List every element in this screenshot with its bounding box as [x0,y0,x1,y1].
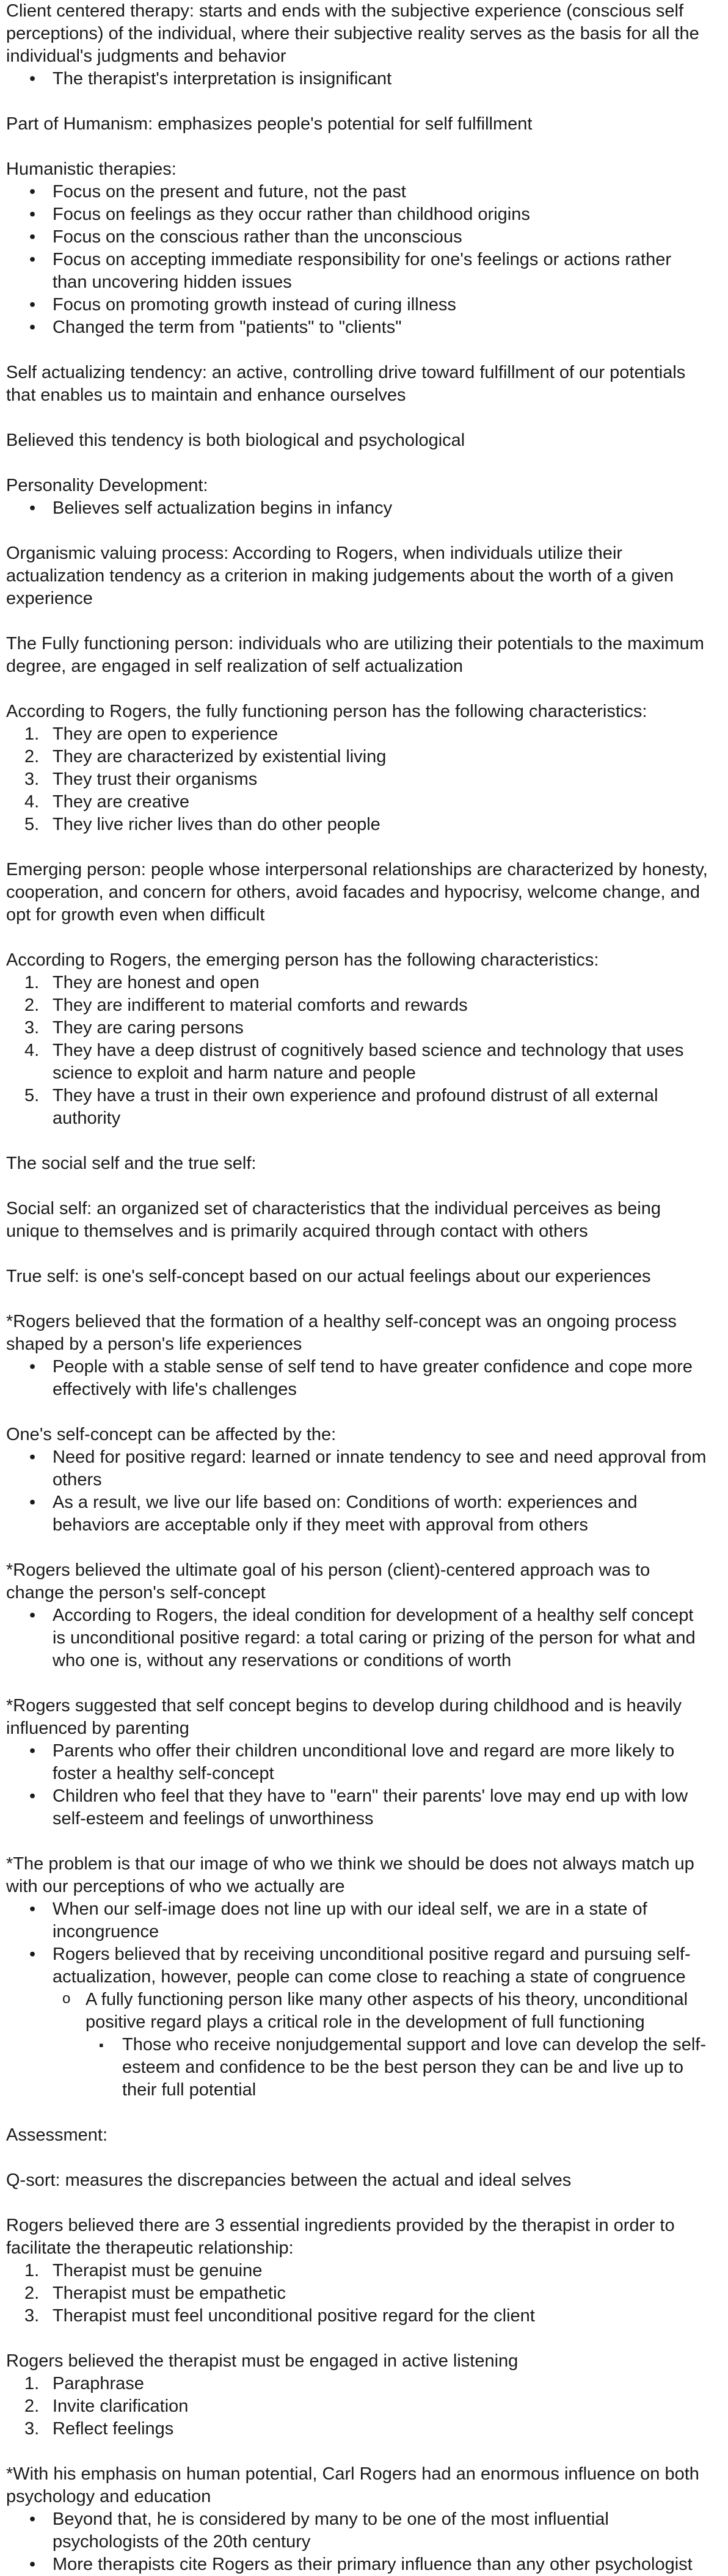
bullet-item: • Need for positive regard: learned or innate tendency to see and need approval from others [6,1446,708,1491]
paragraph-text: Client centered therapy: starts and ends with the subjective experience (conscious self perceptions) of the individual, where their subjective reality serves as the basis for all the individual's judgments and behavior [6,1,699,66]
paragraph-text: *Rogers believed the ultimate goal of his person (client)-centered approach was to change the person's self-concept [6,1560,650,1603]
numbered-item-text: Paraphrase [53,2374,144,2393]
paragraph [6,1853,708,2101]
paragraph [6,113,708,136]
paragraph [6,429,708,452]
paragraph-text: True self: is one's self-concept based on our actual feelings about our experiences [6,1267,651,1286]
numbered-item-text: They trust their organisms [53,770,258,789]
paragraph-text: Part of Humanism: emphasizes people's potential for self fulfillment [6,114,533,134]
paragraph [6,0,708,90]
paragraph-text: Q-sort: measures the discrepancies between the actual and ideal selves [6,2170,572,2190]
paragraph [6,158,708,339]
paragraph-text: Humanistic therapies: [6,159,177,179]
numbered-item-text: They are creative [53,792,190,812]
numbered-item [6,2305,708,2327]
numbered-item-text: They live richer lives than do other people [53,815,380,834]
bullet-item: • When our self-image does not line up with our ideal self, we are in a state of incongruence [6,1898,708,1943]
paragraph-text: *Rogers believed that the formation of a healthy self-concept was an ongoing process shaped by a person's life experiences [6,1312,677,1354]
numbered-item-text: They are caring persons [53,1018,244,1038]
numbered-item [6,813,708,836]
paragraph-text: *With his emphasis on human potential, Carl Rogers had an enormous influence on both psychology and education [6,2464,699,2506]
bullet-item: • Focus on promoting growth instead of curing illness [6,294,708,316]
numbered-item-text: They have a deep distrust of cognitively based science and technology that uses science to exploit and harm nature and people [53,1041,684,1083]
numbered-item [6,1039,708,1085]
paragraph [6,2463,708,2576]
bullet-list [6,1604,708,1672]
bullet-list [6,1740,708,1830]
paragraph-text: Rogers believed the therapist must be engaged in active listening [6,2351,519,2371]
paragraph [6,2350,708,2440]
sub-bullet-item: o A fully functioning person like many other aspects of his theory, unconditional positive regard plays a critical role in the development of full functioning [6,1988,708,2034]
numbered-item [6,972,708,994]
bullet-item: • Focus on the present and future, not the past [6,181,708,203]
numbered-item [6,791,708,813]
paragraph-text: *Rogers suggested that self concept begins to develop during childhood and is heavily influenced by parenting [6,1696,682,1738]
paragraph [6,1424,708,1537]
paragraph-text: Organismic valuing process: According to Rogers, when individuals utilize their actualization tendency as a criterion in making judgements about the worth of a given experience [6,544,674,608]
paragraph [6,1198,708,1243]
bullet-list [6,1446,708,1537]
numbered-item [6,768,708,791]
bullet-list [6,2508,708,2576]
paragraph-text: One's self-concept can be affected by the: [6,1425,337,1444]
numbered-item [6,2282,708,2305]
paragraph-text: According to Rogers, the emerging person has the following characteristics: [6,950,599,970]
numbered-list [6,723,708,836]
numbered-item [6,2373,708,2395]
paragraph-text: The social self and the true self: [6,1154,257,1173]
numbered-item-text: They are honest and open [53,973,260,992]
item-number: 3. [24,1018,40,1038]
paragraph-text: Emerging person: people whose interpersonal relationships are characterized by honesty, cooperation, and concern for others, avoid facades and hypocrisy, welcome change, and opt for growth even when difficult [6,860,708,925]
numbered-item-text: Therapist must be genuine [53,2261,263,2280]
bullet-list [6,181,708,339]
paragraph [6,1152,708,1175]
paragraph [6,362,708,407]
numbered-item [6,723,708,746]
numbered-item [6,2395,708,2418]
bullet-item: • Believes self actualization begins in infancy [6,497,708,520]
numbered-item [6,2260,708,2282]
paragraph [6,2124,708,2147]
item-number: 1. [24,724,40,744]
paragraph-text: Rogers believed there are 3 essential ingredients provided by the therapist in order to facilitate the therapeutic relationship: [6,2216,675,2258]
paragraph [6,859,708,926]
sub-sub-bullet-list [6,2034,708,2101]
numbered-list [6,2373,708,2440]
item-number: 2. [24,2283,40,2303]
item-number: 3. [24,2306,40,2326]
item-number: 2. [24,995,40,1015]
paragraph-text: Assessment: [6,2125,107,2145]
bullet-list [6,1898,708,1988]
bullet-item: • Focus on feelings as they occur rather than childhood origins [6,203,708,226]
item-number: 2. [24,747,40,766]
item-number: 1. [24,2374,40,2393]
numbered-list [6,2260,708,2327]
sub-sub-bullet-item: ▪ Those who receive nonjudgemental support and love can develop the self-esteem and confidence to be the best person they can be and live up to their full potential [6,2034,708,2101]
numbered-item-text: They are open to experience [53,724,278,744]
item-number: 4. [24,1041,40,1060]
item-number: 3. [24,2419,40,2439]
numbered-item-text: Therapist must feel unconditional positive regard for the client [53,2306,535,2326]
paragraph [6,949,708,1130]
item-number: 2. [24,2396,40,2416]
bullet-list [6,497,708,520]
numbered-item-text: Therapist must be empathetic [53,2283,286,2303]
numbered-item-text: Reflect feelings [53,2419,174,2439]
bullet-item: • The therapist's interpretation is insignificant [6,68,708,90]
paragraph [6,1695,708,1830]
paragraph-text: The Fully functioning person: individuals who are utilizing their potentials to the maximum degree, are engaged in self realization of self actualization [6,634,704,676]
paragraph [6,1265,708,1288]
numbered-item-text: They have a trust in their own experience and profound distrust of all external authority [53,1086,658,1128]
item-number: 5. [24,815,40,834]
paragraph [6,2169,708,2192]
paragraph-text: Social self: an organized set of characteristics that the individual perceives as being unique to themselves and is primarily acquired through contact with others [6,1199,661,1241]
paragraph-text: Self actualizing tendency: an active, controlling drive toward fulfillment of our potentials that enables us to maintain and enhance ourselves [6,363,686,405]
numbered-item [6,994,708,1017]
item-number: 1. [24,2261,40,2280]
paragraph [6,2214,708,2327]
item-number: 3. [24,770,40,789]
bullet-item: • People with a stable sense of self tend to have greater confidence and cope more effectively with life's challenges [6,1356,708,1401]
bullet-list [6,1356,708,1401]
numbered-item-text: They are indifferent to material comforts and rewards [53,995,468,1015]
paragraph-text: Personality Development: [6,476,208,495]
bullet-item: • Changed the term from "patients" to "clients" [6,316,708,339]
paragraph [6,475,708,520]
numbered-item [6,1017,708,1039]
bullet-item: • As a result, we live our life based on: Conditions of worth: experiences and behaviors are acceptable only if they meet with approval from others [6,1491,708,1537]
numbered-item-text: Invite clarification [53,2396,189,2416]
paragraph [6,633,708,678]
bullet-item: • According to Rogers, the ideal condition for development of a healthy self concept is unconditional positive regard: a total caring or prizing of the person for what and who one is, without any reservations or conditions of worth [6,1604,708,1672]
paragraph [6,542,708,610]
bullet-item: • Focus on the conscious rather than the unconscious [6,226,708,249]
item-number: 4. [24,792,40,812]
bullet-item: • Beyond that, he is considered by many to be one of the most influential psychologists of the 20th century [6,2508,708,2553]
bullet-item: • Rogers believed that by receiving unconditional positive regard and pursuing self-actualization, however, people can come close to reaching a state of congruence [6,1943,708,1988]
item-number: 1. [24,973,40,992]
numbered-item [6,1085,708,1130]
numbered-item [6,2418,708,2440]
paragraph [6,700,708,836]
paragraph-text: Believed this tendency is both biological and psychological [6,431,465,450]
bullet-item: • Parents who offer their children unconditional love and regard are more likely to foster a healthy self-concept [6,1740,708,1785]
bullet-item: • Focus on accepting immediate responsibility for one's feelings or actions rather than uncovering hidden issues [6,249,708,294]
bullet-item: • More therapists cite Rogers as their primary influence than any other psychologist [6,2553,708,2576]
bullet-item: • Children who feel that they have to "earn" their parents' love may end up with low self-esteem and feelings of unworthiness [6,1785,708,1830]
item-number: 5. [24,1086,40,1105]
numbered-item [6,746,708,768]
numbered-list [6,972,708,1130]
numbered-item-text: They are characterized by existential living [53,747,387,766]
sub-bullet-list [6,1988,708,2034]
paragraph [6,1311,708,1401]
bullet-list [6,68,708,90]
paragraph-text: According to Rogers, the fully functioning person has the following characteristics: [6,702,647,721]
paragraph-text: *The problem is that our image of who we think we should be does not always match up with our perceptions of who we actually are [6,1854,694,1896]
paragraph [6,1559,708,1672]
